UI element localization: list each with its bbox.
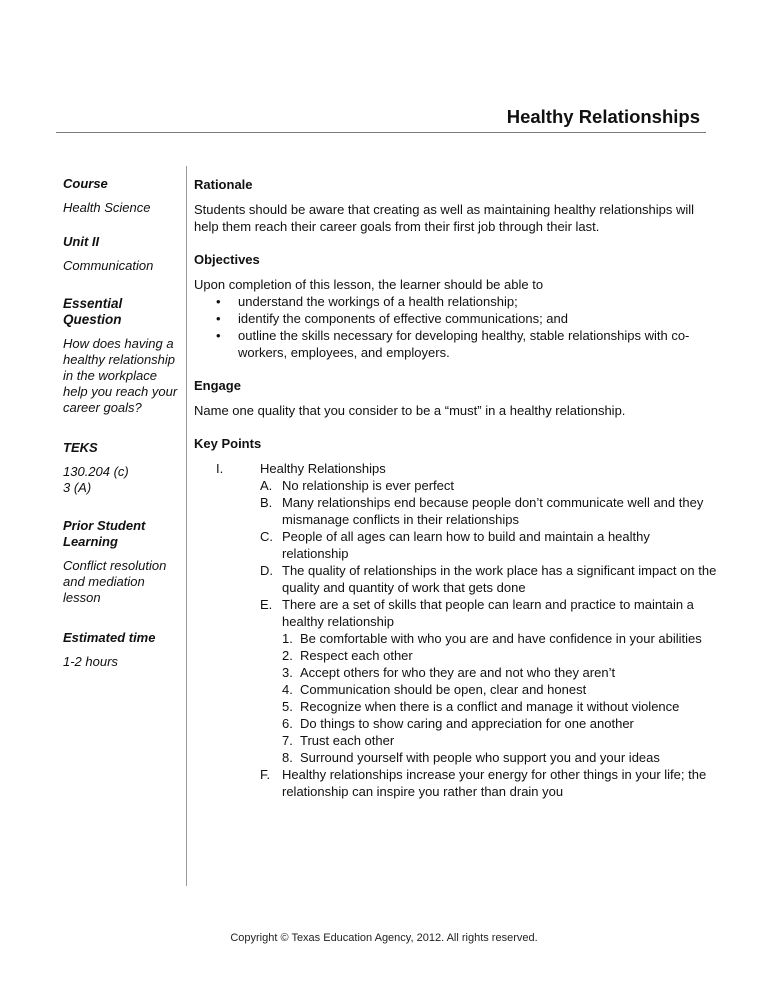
skill-item: 1. Be comfortable with who you are and have confidence in your abilities [282,631,702,646]
estimated-time-value: 1-2 hours [63,654,118,669]
course-block [63,176,183,216]
course-value: Health Science [63,200,151,215]
unit-value: Communication [63,258,154,273]
teks-value-line2: 3 (A) [63,480,92,495]
teks-block [63,440,183,496]
objective-item: • identify the components of effective communications; and [216,311,569,326]
rationale-body: Students should be aware that creating as well as maintaining healthy relationships will help them reach their career goals from their first job through their last. [194,202,695,234]
column-divider [186,166,187,886]
objective-item: • outline the skills necessary for developing healthy, stable relationships with co-workers, employees, and employers. [216,328,690,360]
skill-item: 4. Communication should be open, clear and honest [282,682,587,697]
bullet-icon: • [216,328,221,343]
unit-block [63,234,183,274]
objective-item: • understand the workings of a health relationship; [216,294,518,309]
bullet-icon: • [216,311,221,326]
key-point-item: D. The quality of relationships in the work place has a significant impact on the quality and quantity of work that gets done [260,563,717,595]
teks-label: TEKS [63,440,98,455]
essential-question-label: Essential Question [63,296,123,327]
key-point-roman-item [194,460,719,800]
skill-item: 2. Respect each other [282,648,413,663]
skill-item: 7. Trust each other [282,733,395,748]
prior-learning-block [63,518,183,606]
engage-body: Name one quality that you consider to be a “must” in a healthy relationship. [194,403,626,418]
skill-item: 3. Accept others for who they are and not who they aren’t [282,665,616,680]
objectives-intro: Upon completion of this lesson, the learner should be able to [194,277,544,292]
rationale-section [194,176,719,235]
engage-section [194,377,719,419]
course-label: Course [63,176,108,191]
page-title: Healthy Relationships [506,106,700,127]
bullet-icon: • [216,294,221,309]
unit-label: Unit II [63,234,100,249]
page-header [56,106,706,133]
estimated-time-block [63,630,183,670]
essential-question-value: How does having a healthy relationship in the workplace help you reach your career goals? [63,336,178,415]
roman-heading: Healthy Relationships [260,461,386,476]
key-point-item: B. Many relationships end because people don’t communicate well and they mismanage conflicts in their relationships [260,495,704,527]
essential-question-block [63,296,183,416]
key-point-item: C. People of all ages can learn how to build and maintain a healthy relationship [260,529,650,561]
lesson-content [194,176,719,800]
skills-list [282,630,719,766]
key-points-section [194,435,719,800]
engage-title: Engage [194,378,241,393]
key-point-item: E. There are a set of skills that people can learn and practice to maintain a healthy relationship 1. Be comfortable with who you are and have confidence in your abilities 2. Respect each other 3. Accept others for who they are and not who they aren’t 4. Communication should be open, clear and honest 5. Recognize when there is a conflict and manage it without violence 6. Do things to show caring and appreciation for one another 7. Trust each other 8. Surround yourself with people who support you and your ideas [260,596,719,766]
copyright-footer: Copyright © Texas Education Agency, 2012. All rights reserved. [230,932,538,944]
skill-item: 6. Do things to show caring and appreciation for one another [282,716,634,731]
key-point-item: F. Healthy relationships increase your energy for other things in your life; the relationship can inspire you rather than drain you [260,767,707,799]
teks-value-line1: 130.204 (c) [63,464,129,479]
roman-numeral: I. [216,461,224,476]
prior-learning-value: Conflict resolution and mediation lesson [63,558,167,605]
rationale-title: Rationale [194,177,253,192]
skill-item: 5. Recognize when there is a conflict and manage it without violence [282,699,680,714]
key-point-item: A. No relationship is ever perfect [260,478,454,493]
objectives-title: Objectives [194,252,260,267]
skill-item: 8. Surround yourself with people who support you and your ideas [282,750,660,765]
prior-learning-label: Prior Student Learning [63,518,146,549]
objectives-section [194,251,719,361]
estimated-time-label: Estimated time [63,630,156,645]
sidebar [63,176,183,670]
objectives-list [194,293,719,361]
key-points-title: Key Points [194,436,262,451]
